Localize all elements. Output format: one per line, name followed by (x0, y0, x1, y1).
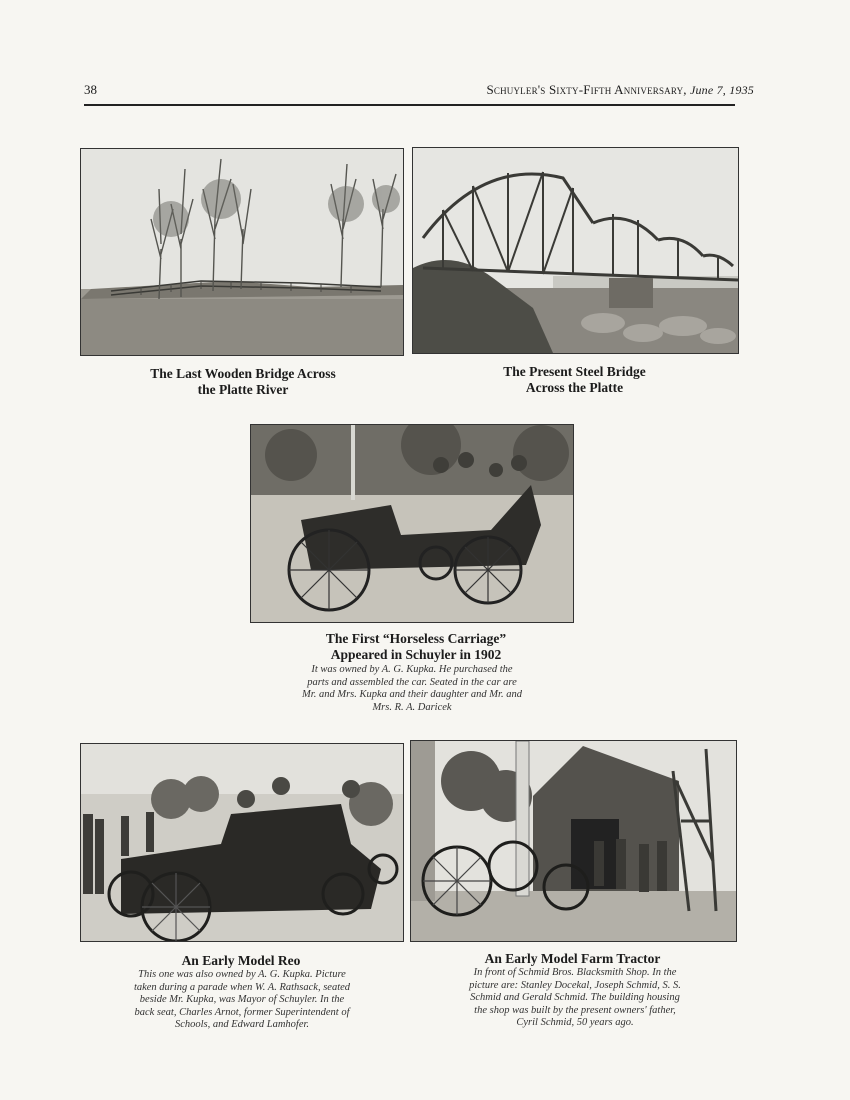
caption-line: Mr. and Mrs. Kupka and their daughter and Mr. and (302, 689, 522, 700)
caption-line: Cyril Schmid, 50 years ago. (516, 1017, 634, 1028)
steel-bridge-image (413, 148, 738, 353)
caption-line: The Present Steel Bridge (503, 364, 646, 379)
caption-line: Across the Platte (525, 380, 624, 395)
tractor-caption (424, 967, 726, 1030)
caption-line: Schools, and Edward Lamhofer. (174, 1019, 310, 1030)
horseless-carriage-image (251, 425, 573, 622)
tractor-photo (410, 740, 737, 942)
caption-line: This one was also owned by A. G. Kupka. Picture (138, 969, 346, 980)
caption-line: Appeared in Schuyler in 1902 (330, 647, 502, 662)
caption-line: An Early Model Reo (181, 953, 301, 968)
caption-line: picture are: Stanley Docekal, Joseph Schmid, S. S. (469, 979, 681, 991)
reo-title (80, 953, 402, 969)
horseless-carriage-title (250, 631, 582, 663)
caption-line: beside Mr. Kupka, was Mayor of Schuyler. In the (139, 994, 345, 1005)
caption-line: back seat, Charles Arnot, former Superintendent of (134, 1006, 350, 1018)
running-header (486, 82, 754, 98)
wooden-bridge-title (80, 366, 406, 398)
reo-image (81, 744, 403, 941)
steel-bridge-title (412, 364, 737, 396)
tractor-image (411, 741, 736, 941)
caption-line: the Platte River (197, 382, 289, 397)
caption-line: In front of Schmid Bros. Blacksmith Shop. In the (473, 967, 677, 978)
reo-caption (91, 969, 393, 1032)
steel-bridge-photo (412, 147, 739, 354)
horseless-carriage-photo (250, 424, 574, 623)
caption-line: The First “Horseless Carriage” (325, 631, 507, 646)
caption-line: Schmid and Gerald Schmid. The building housing (470, 992, 680, 1003)
page-number: 38 (84, 82, 97, 97)
horseless-carriage-caption (254, 664, 570, 714)
caption-line: The Last Wooden Bridge Across (150, 366, 336, 381)
wooden-bridge-photo (80, 148, 404, 356)
header-rule (84, 104, 735, 106)
publication-title: Schuyler's Sixty-Fifth Anniversary, (486, 82, 687, 97)
caption-line: parts and assembled the car. Seated in the car are (307, 676, 517, 688)
wooden-bridge-image (81, 149, 403, 355)
caption-line: Mrs. R. A. Daricek (372, 701, 452, 713)
tractor-title (410, 951, 735, 967)
caption-line: taken during a parade when W. A. Rathsack, seated (133, 981, 351, 993)
caption-line: An Early Model Farm Tractor (484, 951, 661, 966)
caption-line: It was owned by A. G. Kupka. He purchased the (311, 664, 513, 675)
publication-date: June 7, 1935 (689, 83, 754, 97)
caption-line: the shop was built by the present owners' father, (474, 1004, 676, 1016)
reo-photo (80, 743, 404, 942)
